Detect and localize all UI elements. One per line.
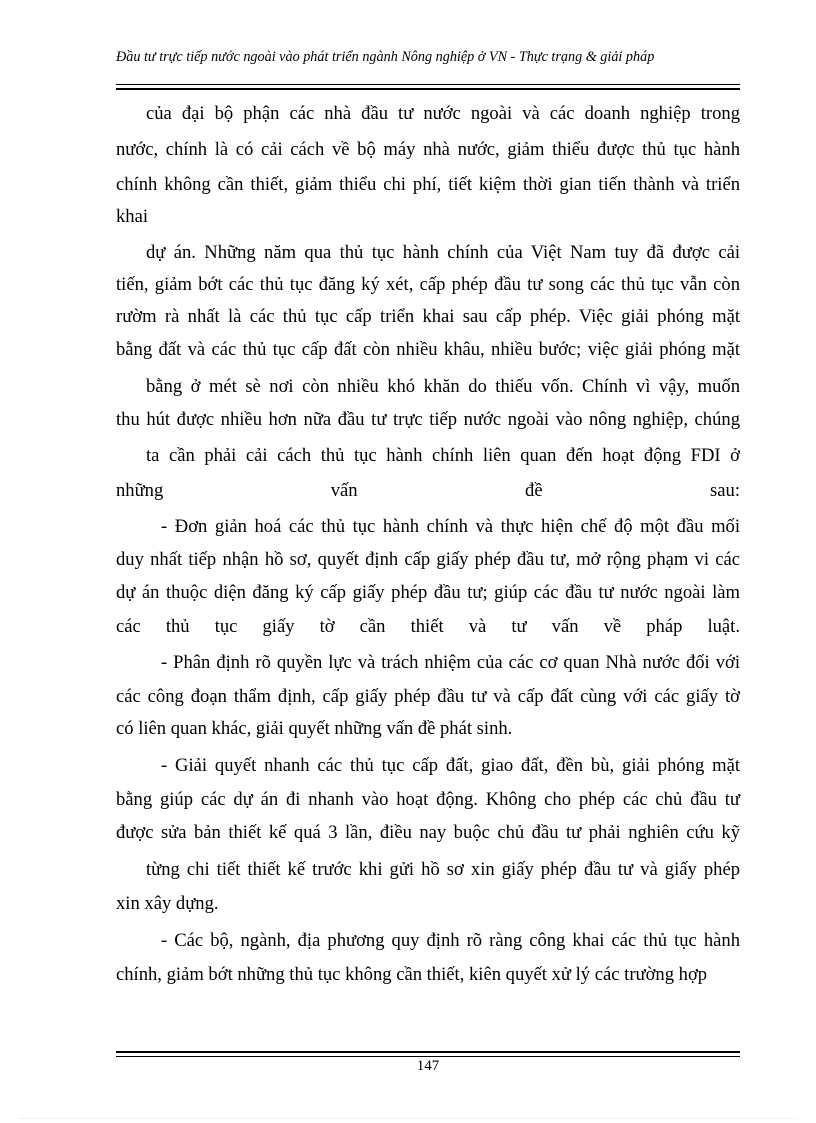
body-line: thu hút được nhiều hơn nữa đầu tư trực tiếp nước ngoài vào nông nghiệp, chúng xyxy=(116,409,740,430)
body-line: - Giải quyết nhanh các thủ tục cấp đất, giao đất, đền bù, giải phóng mặt xyxy=(161,755,740,776)
body-line: dự án thuộc diện đăng ký cấp giấy phép đầu tư; giúp các đầu tư nước ngoài làm xyxy=(116,582,740,603)
page-number: 147 xyxy=(416,1058,440,1074)
footer-rule-thin xyxy=(116,1056,740,1057)
body-line: bằng ở mét sè nơi còn nhiều khó khăn do thiếu vốn. Chính vì vậy, muốn xyxy=(146,376,740,397)
body-line: - Phân định rõ quyền lực và trách nhiệm của các cơ quan Nhà nước đối với xyxy=(161,652,740,673)
body-line: được sửa bản thiết kế quá 3 lần, điều nay buộc chủ đầu tư phải nghiên cứu kỹ xyxy=(116,822,740,843)
body-line: dự án. Những năm qua thủ tục hành chính của Việt Nam tuy đã được cải xyxy=(146,242,740,263)
body-line: chính, giảm bớt những thủ tục không cần thiết, kiên quyết xử lý các trường hợp xyxy=(116,964,708,985)
body-line: - Các bộ, ngành, địa phương quy định rõ ràng công khai các thủ tục hành xyxy=(161,930,740,951)
body-line: chính không cần thiết, giảm thiểu chi phí, tiết kiệm thời gian tiến thành và triển xyxy=(116,174,740,195)
body-line: tiến, giảm bớt các thủ tục đăng ký xét, cấp phép đầu tư song các thủ tục vẫn còn xyxy=(116,274,740,295)
body-line: khai xyxy=(116,206,149,227)
body-line: bằng đất và các thủ tục cấp đất còn nhiều khâu, nhiều bước; việc giải phóng mặt xyxy=(116,339,740,360)
body-line: - Đơn giản hoá các thủ tục hành chính và thực hiện chế độ một đầu mối xyxy=(161,516,740,537)
body-line: có liên quan khác, giải quyết những vấn đề phát sinh. xyxy=(116,718,513,739)
body-line: các thủ tục giấy tờ cần thiết và tư vấn về pháp luật. xyxy=(116,616,740,637)
body-line: của đại bộ phận các nhà đầu tư nước ngoài và các doanh nghiệp trong xyxy=(146,103,740,124)
body-line: các công đoạn thẩm định, cấp giấy phép đầu tư và cấp đất cùng với các giấy tờ xyxy=(116,686,740,707)
body-line: bằng giúp các dự án đi nhanh vào hoạt động. Không cho phép các chủ đầu tư xyxy=(116,789,740,810)
footer-rule-thick xyxy=(116,1051,740,1053)
header-rule-thick xyxy=(116,88,740,90)
bottom-dotted-border xyxy=(20,1118,796,1119)
header-rule-thin xyxy=(116,84,740,85)
body-line: nước, chính là có cải cách về bộ máy nhà nước, giảm thiểu được thủ tục hành xyxy=(116,139,740,160)
body-line: xin xây dựng. xyxy=(116,893,219,914)
body-line: duy nhất tiếp nhận hồ sơ, quyết định cấp giấy phép đầu tư, mở rộng phạm vi các xyxy=(116,549,740,570)
body-line: rườm rà nhất là các thủ tục cấp triển khai sau cấp phép. Việc giải phóng mặt xyxy=(116,306,740,327)
body-line: những vấn đề sau: xyxy=(116,480,740,501)
running-header: Đầu tư trực tiếp nước ngoài vào phát triển ngành Nông nghiệp ở VN - Thực trạng & giải pháp xyxy=(116,49,655,65)
body-line: từng chi tiết thiết kế trước khi gửi hồ sơ xin giấy phép đầu tư và giấy phép xyxy=(146,859,740,880)
body-line: ta cần phải cải cách thủ tục hành chính liên quan đến hoạt động FDI ở xyxy=(146,445,740,466)
